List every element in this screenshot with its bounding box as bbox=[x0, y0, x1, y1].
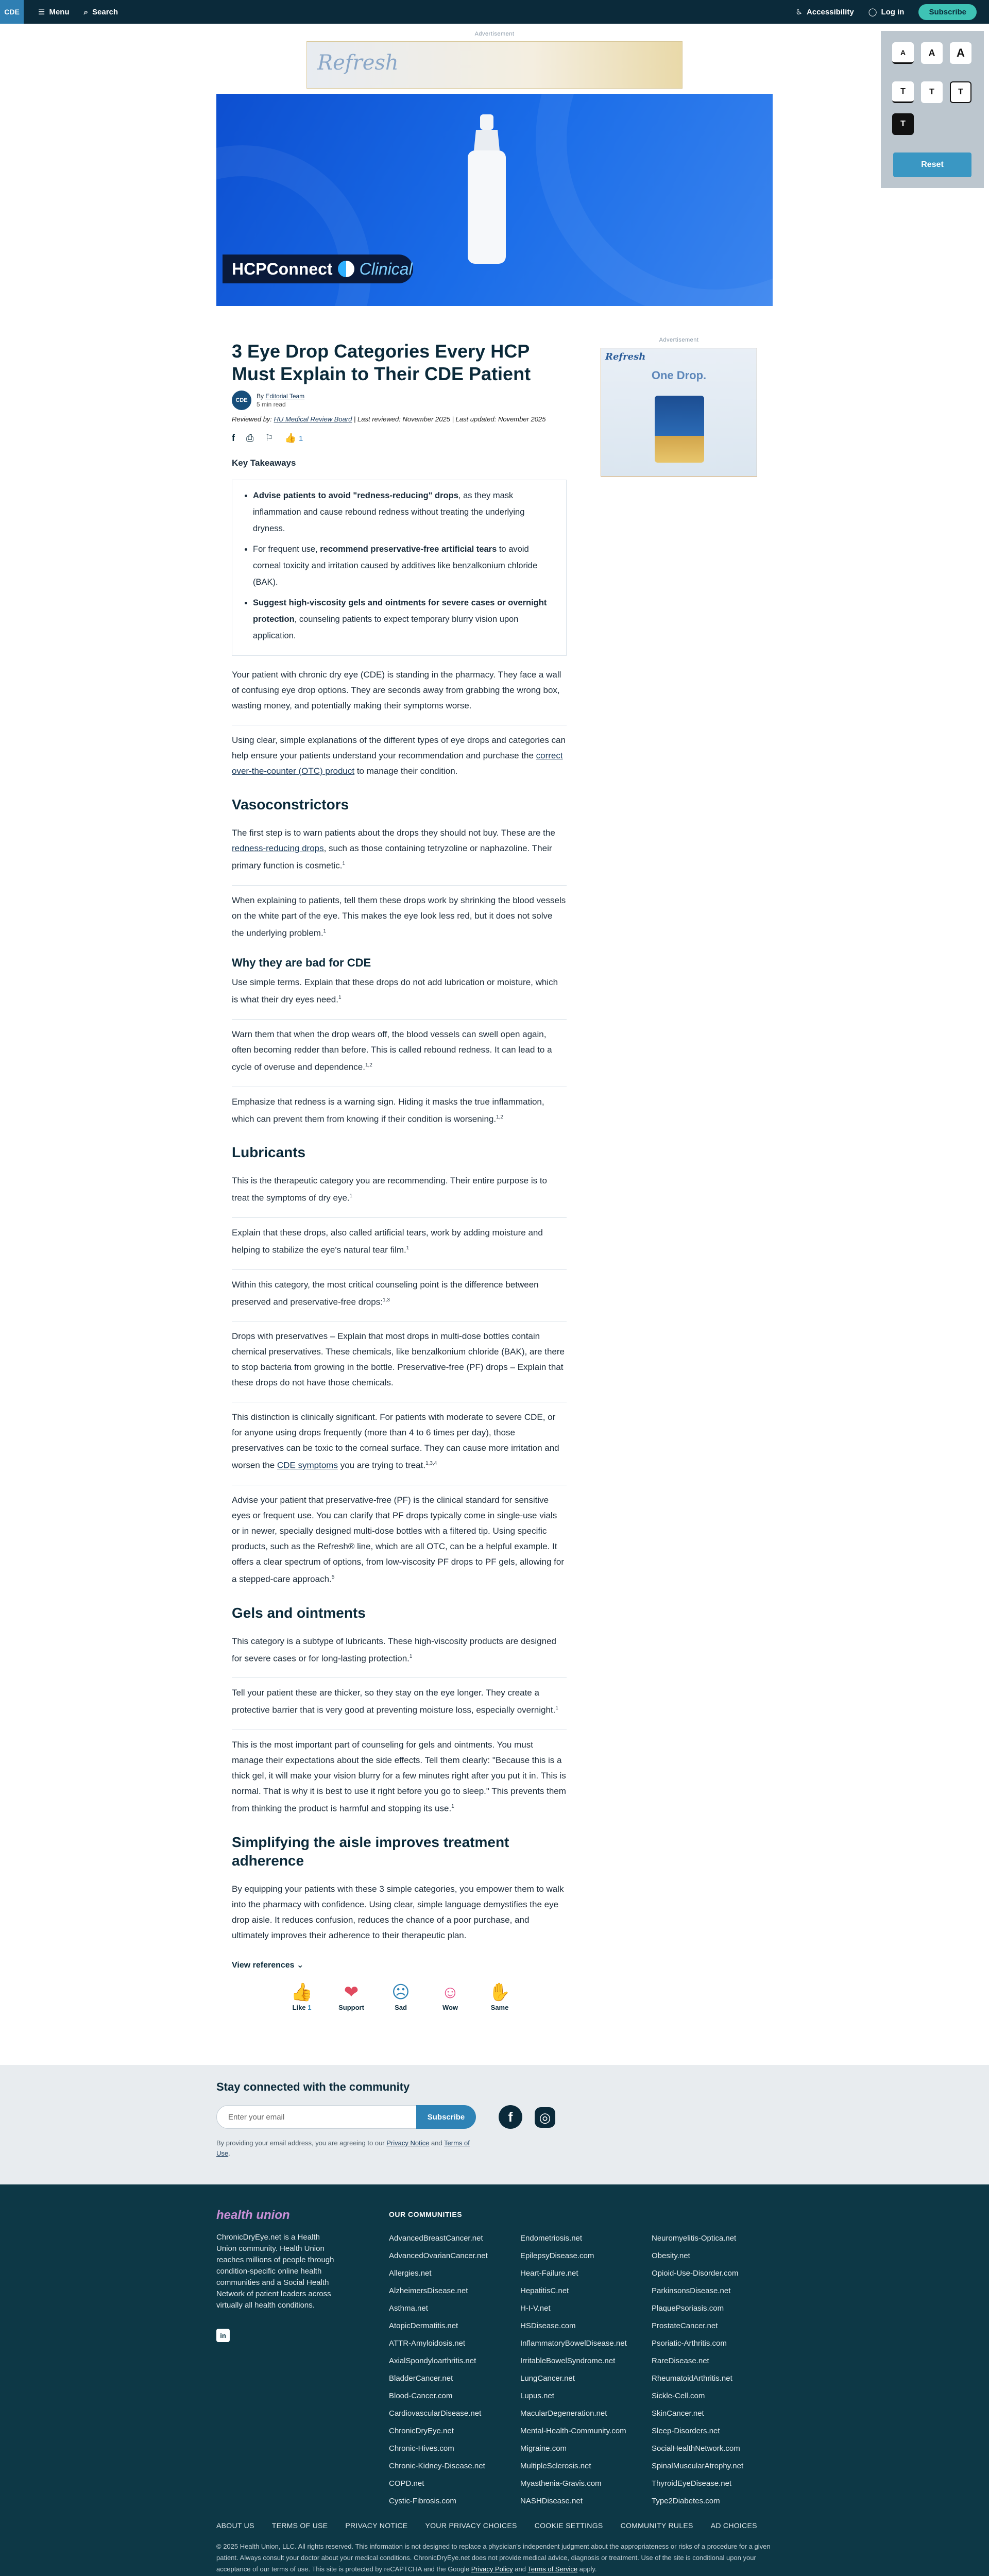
takeaway-text: , counseling patients to expect temporary blurry vision upon application. bbox=[253, 615, 519, 640]
menu-button[interactable] bbox=[38, 7, 70, 16]
ad-tagline: One Drop. bbox=[651, 369, 707, 382]
view-references-label: View references bbox=[232, 1960, 295, 1970]
consent-text bbox=[216, 2138, 484, 2159]
chevron-down-icon: ⌄ bbox=[297, 1960, 304, 1970]
paragraph bbox=[232, 1677, 567, 1718]
community-link[interactable]: AtopicDermatitis.net bbox=[389, 2321, 458, 2330]
facebook-icon[interactable]: f bbox=[499, 2105, 522, 2129]
contrast-outline-button[interactable]: T bbox=[950, 81, 971, 103]
takeaway-bold: Suggest high-viscosity gels and ointments for severe cases or overnight protection bbox=[253, 598, 547, 624]
font-size-large-button[interactable]: A bbox=[950, 42, 971, 64]
article-title: 3 Eye Drop Categories Every HCP Must Explain to Their CDE Patient bbox=[232, 341, 531, 384]
footer-link[interactable]: TERMS OF USE bbox=[271, 2521, 328, 2530]
eye-drop-bottle-icon bbox=[458, 114, 515, 269]
community-link[interactable]: Allergies.net bbox=[389, 2269, 432, 2278]
reaction-same[interactable] bbox=[485, 1981, 514, 2011]
font-size-medium-button[interactable]: A bbox=[921, 42, 943, 64]
paragraph bbox=[232, 1019, 567, 1075]
community-link[interactable]: SpinalMuscularAtrophy.net bbox=[652, 2462, 744, 2470]
menu-label: Menu bbox=[49, 7, 70, 16]
review-dates: | Last reviewed: November 2025 | Last updated: November 2025 bbox=[354, 415, 546, 423]
author-link[interactable]: Editorial Team bbox=[265, 393, 305, 400]
community-link[interactable]: COPD.net bbox=[389, 2479, 424, 2488]
paragraph bbox=[232, 1485, 567, 1587]
paragraph-text: Tell your patient these are thicker, so they stay on the eye longer. They create a protective barrier that is very good at preventing moisture loss, especially overnight. bbox=[232, 1688, 556, 1715]
paragraph-text: Warn them that when the drop wears off, the blood vessels can swell open again, often becoming redder than before. This is called rebound redness. It can lead to a cycle of overuse and dependence. bbox=[232, 1029, 552, 1072]
community-link[interactable]: Sleep-Disorders.net bbox=[652, 2427, 720, 2435]
community-link[interactable]: Psoriatic-Arthritis.com bbox=[652, 2339, 727, 2348]
login-button[interactable] bbox=[868, 7, 905, 16]
reset-button[interactable]: Reset bbox=[893, 152, 971, 177]
citation[interactable]: 1 bbox=[555, 1705, 558, 1711]
font-size-small-button[interactable]: A bbox=[892, 42, 914, 64]
newsletter-heading: Stay connected with the community bbox=[216, 2080, 410, 2093]
footer-link[interactable]: PRIVACY NOTICE bbox=[345, 2521, 408, 2530]
community-link[interactable]: ThyroidEyeDisease.net bbox=[652, 2479, 732, 2488]
community-link[interactable]: MacularDegeneration.net bbox=[520, 2409, 607, 2418]
footer bbox=[0, 2184, 989, 2576]
paragraph bbox=[232, 1217, 567, 1258]
paragraph-text: This category is a subtype of lubricants. These high-viscosity products are designed for severe cases or for long-lasting protection. bbox=[232, 1636, 556, 1664]
facebook-icon[interactable]: f bbox=[232, 433, 235, 443]
citation[interactable]: 1,2 bbox=[365, 1062, 372, 1068]
paragraph-text: Explain that these drops, also called artificial tears, work by adding moisture and helping to stabilize the eye's natural tear film. bbox=[232, 1227, 543, 1255]
reaction-label: Sad bbox=[395, 2004, 407, 2011]
newsletter-section bbox=[0, 2065, 989, 2184]
view-references-toggle[interactable] bbox=[232, 1960, 567, 1970]
email-input[interactable]: Enter your email bbox=[216, 2105, 417, 2129]
section-heading: Lubricants bbox=[232, 1144, 306, 1161]
hcp-brand-b: Clinical bbox=[359, 259, 413, 278]
citation[interactable]: 1 bbox=[323, 928, 327, 934]
ad-brand: Refresh bbox=[605, 351, 646, 362]
takeaway-text: , as they mask inflammation and cause rebound redness without treating the underlying dryness. bbox=[253, 491, 525, 533]
community-link[interactable]: PlaquePsoriasis.com bbox=[652, 2304, 724, 2313]
consent-part: . bbox=[228, 2149, 230, 2157]
accessibility-icon: ♿ bbox=[795, 8, 803, 16]
paragraph-text: Use simple terms. Explain that these drops do not add lubrication or moisture, which is what their dry eyes need. bbox=[232, 977, 558, 1005]
read-time: 5 min read bbox=[257, 401, 286, 408]
community-link[interactable]: LungCancer.net bbox=[520, 2374, 575, 2383]
section-heading: Vasoconstrictors bbox=[232, 796, 349, 812]
community-link[interactable]: ChronicDryEye.net bbox=[389, 2427, 454, 2435]
byline bbox=[232, 391, 567, 410]
citation[interactable]: 1 bbox=[338, 995, 342, 1001]
community-link[interactable]: AxialSpondyloarthritis.net bbox=[389, 2357, 476, 2365]
takeaway-bold: Advise patients to avoid "redness-reducing" drops bbox=[253, 491, 458, 500]
communities-column-2 bbox=[520, 2230, 627, 2510]
newsletter-subscribe-button[interactable]: Subscribe bbox=[416, 2105, 476, 2129]
community-link[interactable]: BladderCancer.net bbox=[389, 2374, 453, 2383]
subsection-heading: Why they are bad for CDE bbox=[232, 956, 371, 970]
community-link[interactable]: Heart-Failure.net bbox=[520, 2269, 578, 2278]
key-takeaways-list bbox=[232, 480, 567, 656]
community-link[interactable]: ParkinsonsDisease.net bbox=[652, 2286, 731, 2295]
community-link[interactable]: Cystic-Fibrosis.com bbox=[389, 2497, 456, 2505]
communities-column-1 bbox=[389, 2230, 488, 2510]
reviewer-link[interactable]: HU Medical Review Board bbox=[274, 415, 352, 423]
paragraph-text: This is the therapeutic category you are recommending. Their entire purpose is to treat the symptoms of dry eye. bbox=[232, 1176, 547, 1203]
paragraph-text: Emphasize that redness is a warning sign. Hiding it masks the true inflammation, which can prevent them from knowing if their condition is worsening. bbox=[232, 1096, 544, 1124]
community-link[interactable]: EpilepsyDisease.com bbox=[520, 2251, 594, 2260]
reaction-support[interactable] bbox=[337, 1981, 366, 2011]
reaction-sad[interactable] bbox=[386, 1981, 415, 2011]
accessibility-panel bbox=[881, 31, 984, 188]
article bbox=[232, 340, 567, 1970]
key-takeaways-heading: Key Takeaways bbox=[232, 458, 296, 468]
accessibility-label: Accessibility bbox=[806, 7, 854, 16]
paragraph-text: , such as those containing tetryzoline or naphazoline. Their primary function is cosmetic. bbox=[232, 843, 552, 871]
paragraph: By equipping your patients with these 3 simple categories, you empower them to walk into the pharmacy with confidence. Using clear, simple language demystifies the eye drop aisle. It reduces confusion, reduces the chance of a poor purchase, and ultimately improves their adherence to their therapeutic plan. bbox=[232, 1884, 564, 1940]
side-advertisement[interactable] bbox=[601, 348, 757, 477]
reactions-bar bbox=[287, 1981, 514, 2011]
footer-link[interactable]: COOKIE SETTINGS bbox=[534, 2521, 603, 2530]
thumbs-up-icon: 👍 bbox=[291, 1982, 313, 2002]
hcp-connect-badge bbox=[223, 255, 413, 283]
otc-product-link[interactable]: correct over-the-counter (OTC) product bbox=[232, 751, 563, 776]
raised-hand-icon: ✋ bbox=[488, 1982, 511, 2002]
community-link[interactable]: Opioid-Use-Disorder.com bbox=[652, 2269, 739, 2278]
paragraph-text: Within this category, the most critical counseling point is the difference between preserved and preservative-free drops: bbox=[232, 1279, 539, 1307]
heart-hands-icon: ❤ bbox=[344, 1982, 359, 2002]
paragraph-text: Advise your patient that preservative-free (PF) is the clinical standard for sensitive eyes or frequent use. You can clarify that PF drops typically come in single-use vials or in newer, specially designed multi-dose bottles with a filtered tip. Using specific products, such as the Refresh® line, which are all OTC, can be a helpful example. It offers a clear spectrum of options, from low-viscosity PF drops to PF gels, allowing for a stepped-care approach. bbox=[232, 1495, 564, 1584]
review-info bbox=[232, 414, 567, 425]
top-nav bbox=[0, 0, 989, 24]
terms-link[interactable]: Terms of Use bbox=[216, 2139, 470, 2157]
google-terms-link[interactable]: Terms of Service bbox=[527, 2565, 578, 2573]
paragraph bbox=[232, 725, 567, 779]
footer-links bbox=[216, 2521, 757, 2530]
community-link[interactable]: Migraine.com bbox=[520, 2444, 567, 2453]
reaction-label: Like bbox=[292, 2004, 306, 2011]
community-link[interactable]: Lupus.net bbox=[520, 2392, 554, 2400]
community-link[interactable]: Endometriosis.net bbox=[520, 2234, 583, 2243]
print-icon[interactable]: ⎙ bbox=[246, 433, 254, 443]
community-link[interactable]: HepatitisC.net bbox=[520, 2286, 569, 2295]
reviewed-prefix: Reviewed by: bbox=[232, 415, 272, 423]
citation[interactable]: 1 bbox=[406, 1245, 410, 1251]
community-link[interactable]: IrritableBowelSyndrome.net bbox=[520, 2357, 616, 2365]
share-bar bbox=[232, 433, 567, 444]
reaction-like[interactable] bbox=[287, 1981, 316, 2011]
footer-link[interactable]: YOUR PRIVACY CHOICES bbox=[425, 2521, 517, 2530]
citation[interactable]: 1 bbox=[451, 1803, 454, 1809]
community-link[interactable]: Chronic-Hives.com bbox=[389, 2444, 454, 2453]
community-link[interactable]: RareDisease.net bbox=[652, 2357, 709, 2365]
cde-symptoms-link[interactable]: CDE symptoms bbox=[277, 1460, 338, 1470]
bookmark-icon[interactable]: ⚐ bbox=[265, 433, 274, 443]
community-link[interactable]: AdvancedOvarianCancer.net bbox=[389, 2251, 488, 2260]
reaction-label: Wow bbox=[442, 2004, 458, 2011]
linkedin-icon[interactable]: in bbox=[216, 2329, 230, 2342]
citation[interactable]: 1 bbox=[349, 1193, 353, 1199]
contrast-light-button[interactable]: T bbox=[921, 81, 943, 103]
community-link[interactable]: Obesity.net bbox=[652, 2251, 690, 2260]
paragraph bbox=[232, 1173, 567, 1206]
list-item bbox=[253, 541, 557, 590]
section-heading: Gels and ointments bbox=[232, 1604, 366, 1621]
community-link[interactable]: NASHDisease.net bbox=[520, 2497, 583, 2505]
citation[interactable]: 1,3 bbox=[382, 1297, 390, 1303]
citation[interactable]: 1,3,4 bbox=[425, 1461, 437, 1467]
list-item bbox=[253, 487, 557, 537]
community-link[interactable]: AdvancedBreastCancer.net bbox=[389, 2234, 483, 2243]
footer-link[interactable]: ABOUT US bbox=[216, 2521, 254, 2530]
paragraph: Your patient with chronic dry eye (CDE) is standing in the pharmacy. They face a wall of confusing eye drop options. They are seconds away from grabbing the wrong box, wasting money, and potentially making their symptoms worse. bbox=[232, 670, 561, 710]
copyright-text: © 2025 Health Union, LLC. All rights reserved. This information is not designed to replace a physician's independent judgment about the appropriateness or risks of a procedure for a given patient. Always consult your doctor about your medical conditions. ChronicDryEye.net does not provide medical advice, diagnosis or treatment. Use of the site is conditional upon your acceptance of our terms of use. This site is protected by reCAPTCHA and the Google bbox=[216, 2543, 771, 2573]
our-communities-heading: OUR COMMUNITIES bbox=[389, 2210, 463, 2218]
paragraph bbox=[232, 825, 567, 874]
paragraph-text: This distinction is clinically significant. For patients with moderate to severe CDE, or for anyone using drops frequently (more than 4 to 6 times per day), those preservatives can be toxic to the corneal surface. They can cause more irritation and worsen the bbox=[232, 1412, 559, 1470]
takeaway-bold: recommend preservative-free artificial tears bbox=[320, 545, 497, 554]
subscribe-button[interactable]: Subscribe bbox=[918, 4, 977, 20]
paragraph-text: to manage their condition. bbox=[354, 766, 458, 776]
search-label: Search bbox=[92, 7, 118, 16]
community-link[interactable]: Asthma.net bbox=[389, 2304, 428, 2313]
paragraph-text: The first step is to warn patients about the drops they should not buy. These are the bbox=[232, 828, 555, 838]
hcp-brand-a: HCPConnect bbox=[232, 259, 333, 278]
community-link[interactable]: SkinCancer.net bbox=[652, 2409, 704, 2418]
wow-face-icon: ☺ bbox=[441, 1982, 459, 2002]
paragraph bbox=[232, 1634, 567, 1667]
citation[interactable]: 5 bbox=[331, 1574, 335, 1580]
like-button[interactable]: 👍 1 bbox=[284, 433, 303, 443]
google-privacy-link[interactable]: Privacy Policy bbox=[471, 2565, 513, 2573]
paragraph-text: Using clear, simple explanations of the different types of eye drops and categories can help ensure your patients understand your recommendation and purchase the bbox=[232, 735, 566, 760]
paragraph-text: When explaining to patients, tell them these drops work by shrinking the blood vessels on the white part of the eye. This makes the eye look less red, but it does not solve the underlying problem. bbox=[232, 895, 566, 938]
redness-drops-link[interactable]: redness-reducing drops bbox=[232, 843, 324, 853]
ad-label: Advertisement bbox=[659, 337, 699, 343]
community-link[interactable]: SocialHealthNetwork.com bbox=[652, 2444, 740, 2453]
community-link[interactable]: Sickle-Cell.com bbox=[652, 2392, 705, 2400]
hcp-logo-icon bbox=[338, 261, 354, 277]
community-link[interactable]: Mental-Health-Community.com bbox=[520, 2427, 626, 2435]
consent-part: By providing your email address, you are agreeing to our bbox=[216, 2139, 387, 2147]
community-link[interactable]: AlzheimersDisease.net bbox=[389, 2286, 468, 2295]
paragraph bbox=[232, 1402, 567, 1473]
reaction-label: Same bbox=[490, 2004, 509, 2011]
hero-image bbox=[216, 94, 773, 306]
footer-link[interactable]: AD CHOICES bbox=[710, 2521, 757, 2530]
community-link[interactable]: ProstateCancer.net bbox=[652, 2321, 718, 2330]
paragraph bbox=[232, 1087, 567, 1127]
top-advertisement[interactable] bbox=[306, 41, 683, 89]
accessibility-button[interactable] bbox=[796, 7, 854, 16]
communities-column-3 bbox=[652, 2230, 743, 2510]
community-link[interactable]: Type2Diabetes.com bbox=[652, 2497, 720, 2505]
paragraph: Drops with preservatives – Explain that most drops in multi-dose bottles contain chemical preservatives. These chemicals, like benzalkonium chloride (BAK), are there to stop bacteria from growing in the bottle. Preservative-free (PF) drops – Explain that these drops do not have those chemicals. bbox=[232, 1321, 567, 1391]
community-link[interactable]: CardiovascularDisease.net bbox=[389, 2409, 482, 2418]
footer-blurb: ChronicDryEye.net is a Health Union community. Health Union reaches millions of people through condition-specific online health communities and a Social Health Network of patient leaders across virtually all health conditions. bbox=[216, 2233, 334, 2310]
takeaway-text: For frequent use, bbox=[253, 545, 320, 554]
takeaway-text: to avoid corneal toxicity and irritation caused by additives like benzalkonium chloride (BAK). bbox=[253, 545, 538, 587]
community-link[interactable]: InflammatoryBowelDisease.net bbox=[520, 2339, 627, 2348]
community-link[interactable]: Neuromyelitis-Optica.net bbox=[652, 2234, 737, 2243]
privacy-notice-link[interactable]: Privacy Notice bbox=[386, 2139, 430, 2147]
reaction-count: 1 bbox=[308, 2004, 312, 2011]
site-logo[interactable]: CDE bbox=[0, 0, 24, 24]
community-link[interactable]: HSDisease.com bbox=[520, 2321, 576, 2330]
contrast-dark-button[interactable]: T bbox=[892, 113, 914, 135]
community-link[interactable]: MultipleSclerosis.net bbox=[520, 2462, 591, 2470]
footer-link[interactable]: COMMUNITY RULES bbox=[620, 2521, 693, 2530]
ad-brand: Refresh bbox=[317, 51, 399, 75]
paragraph bbox=[232, 1730, 567, 1817]
sad-face-icon: ☹ bbox=[391, 1982, 410, 2002]
community-link[interactable]: Chronic-Kidney-Disease.net bbox=[389, 2462, 485, 2470]
citation[interactable]: 1 bbox=[342, 861, 346, 867]
paragraph-text: This is the most important part of counseling for gels and ointments. You must manage their expectations about the side effects. Tell them clearly: "Because this is a thick gel, it will make your vision blurry for a few minutes right after you put it in. This is normal. That is why it is best to use it right before you go to sleep." This prevents them from thinking the product is harmful and stopping its use. bbox=[232, 1739, 566, 1814]
community-link[interactable]: Blood-Cancer.com bbox=[389, 2392, 453, 2400]
decorative-swirl bbox=[536, 94, 773, 306]
hamburger-icon: ☰ bbox=[38, 8, 45, 16]
copyright bbox=[216, 2541, 773, 2575]
search-icon: ⌕ bbox=[83, 7, 89, 16]
like-count: 1 bbox=[298, 434, 303, 443]
community-link[interactable]: Myasthenia-Gravis.com bbox=[520, 2479, 602, 2488]
login-label: Log in bbox=[881, 7, 905, 16]
author-avatar: CDE bbox=[232, 391, 251, 410]
citation[interactable]: 1,2 bbox=[496, 1114, 503, 1120]
reaction-wow[interactable] bbox=[436, 1981, 465, 2011]
paragraph bbox=[232, 975, 567, 1008]
copyright-text: apply. bbox=[577, 2565, 597, 2573]
copyright-text: and bbox=[513, 2565, 528, 2573]
community-link[interactable]: ATTR-Amyloidosis.net bbox=[389, 2339, 466, 2348]
author-prefix: By bbox=[257, 393, 264, 400]
section-heading: Simplifying the aisle improves treatment adherence bbox=[232, 1834, 509, 1869]
search-button[interactable] bbox=[84, 8, 118, 16]
user-icon: ◯ bbox=[868, 8, 877, 16]
paragraph bbox=[232, 885, 567, 941]
consent-part: and bbox=[429, 2139, 445, 2147]
community-link[interactable]: RheumatoidArthritis.net bbox=[652, 2374, 732, 2383]
product-box-image bbox=[655, 396, 704, 463]
reaction-label: Support bbox=[338, 2004, 364, 2011]
ad-label: Advertisement bbox=[474, 31, 515, 37]
community-link[interactable]: H-I-V.net bbox=[520, 2304, 551, 2313]
list-item bbox=[253, 595, 557, 644]
paragraph-text: you are trying to treat. bbox=[337, 1460, 426, 1470]
paragraph bbox=[232, 1269, 567, 1310]
contrast-default-button[interactable]: T bbox=[892, 81, 914, 103]
instagram-icon[interactable]: ◎ bbox=[535, 2107, 555, 2128]
health-union-logo[interactable]: health union bbox=[216, 2208, 290, 2222]
citation[interactable]: 1 bbox=[409, 1653, 413, 1659]
